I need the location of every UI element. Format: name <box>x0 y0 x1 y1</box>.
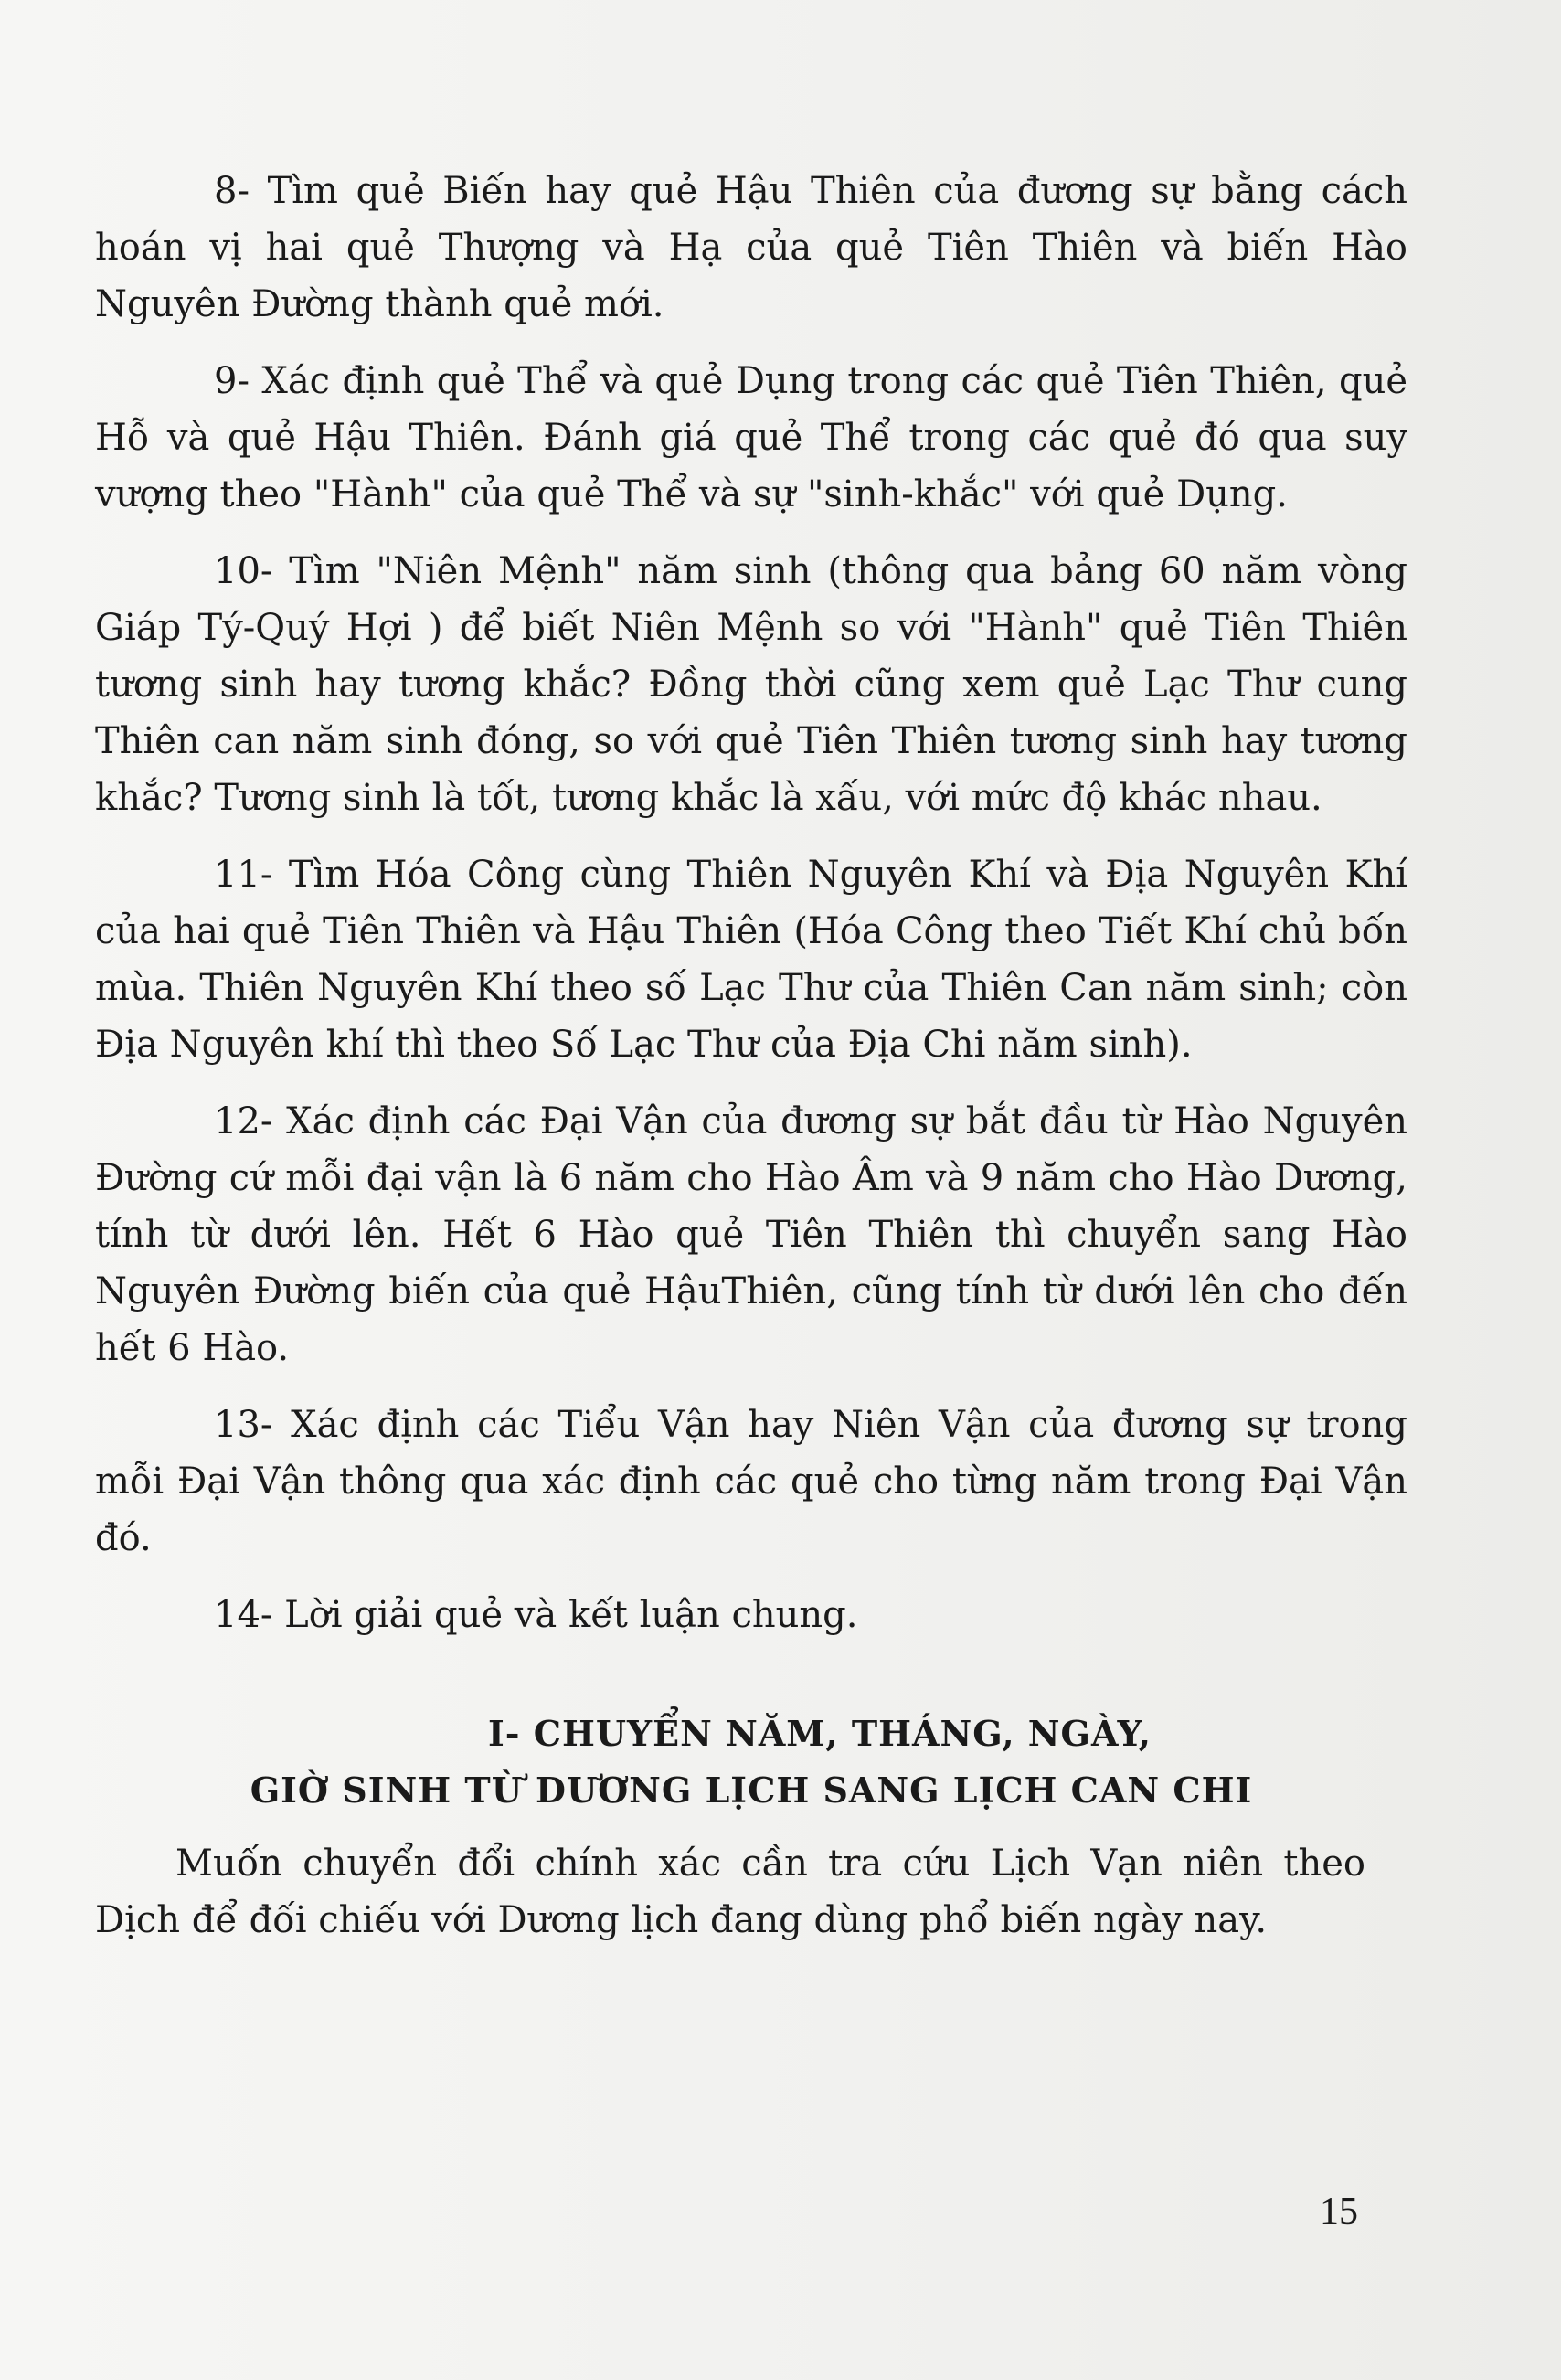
paragraph-step-9: 9- Xác định quẻ Thể và quẻ Dụng trong các quẻ Tiên Thiên, quẻ Hỗ và quẻ Hậu Thiên. Đánh giá quẻ Thể trong các quẻ đó qua suy vượng theo "Hành" của quẻ Thể và sự "sinh-khắc" với quẻ Dụng. <box>95 360 1407 515</box>
section-intro-paragraph: Muốn chuyển đổi chính xác cần tra cứu Lịch Vạn niên theo Dịch để đối chiếu với Dương lịch đang dùng phổ biến ngày nay. <box>95 1843 1365 1941</box>
paragraph-step-13: 13- Xác định các Tiểu Vận hay Niên Vận của đương sự trong mỗi Đại Vận thông qua xác định các quẻ cho từng năm trong Đại Vận đó. <box>95 1404 1407 1559</box>
paragraph-step-14: 14- Lời giải quẻ và kết luận chung. <box>214 1594 858 1636</box>
page-content <box>95 163 1407 1985</box>
paragraph-step-8: 8- Tìm quẻ Biến hay quẻ Hậu Thiên của đương sự bằng cách hoán vị hai quẻ Thượng và Hạ của quẻ Tiên Thiên và biến Hào Nguyên Đường thành quẻ mới. <box>95 170 1407 325</box>
paragraph-step-11: 11- Tìm Hóa Công cùng Thiên Nguyên Khí và Địa Nguyên Khí của hai quẻ Tiên Thiên và Hậu Thiên (Hóa Công theo Tiết Khí chủ bốn mùa. Thiên Nguyên Khí theo số Lạc Thư của Thiên Can năm sinh; còn Địa Nguyên khí thì theo Số Lạc Thư của Địa Chi năm sinh). <box>95 854 1407 1066</box>
paragraph-step-12: 12- Xác định các Đại Vận của đương sự bắt đầu từ Hào Nguyên Đường cứ mỗi đại vận là 6 năm cho Hào Âm và 9 năm cho Hào Dương, tính từ dưới lên. Hết 6 Hào quẻ Tiên Thiên thì chuyển sang Hào Nguyên Đường biến của quẻ HậuThiên, cũng tính từ dưới lên cho đến hết 6 Hào. <box>95 1100 1407 1369</box>
page-number: 15 <box>1320 2191 1358 2233</box>
section-heading-line-2: GIỜ SINH TỪ DƯƠNG LỊCH SANG LỊCH CAN CHI <box>250 1769 1253 1811</box>
paragraph-step-10: 10- Tìm "Niên Mệnh" năm sinh (thông qua bảng 60 năm vòng Giáp Tý-Quý Hợi ) để biết Niên Mệnh so với "Hành" quẻ Tiên Thiên tương sinh hay tương khắc? Đồng thời cũng xem quẻ Lạc Thư cung Thiên can năm sinh đóng, so với quẻ Tiên Thiên tương sinh hay tương khắc? Tương sinh là tốt, tương khắc là xấu, với mức độ khác nhau. <box>95 550 1407 819</box>
section-heading <box>95 1705 1407 1819</box>
section-heading-line-1: I- CHUYỂN NĂM, THÁNG, NGÀY, <box>487 1713 1152 1754</box>
